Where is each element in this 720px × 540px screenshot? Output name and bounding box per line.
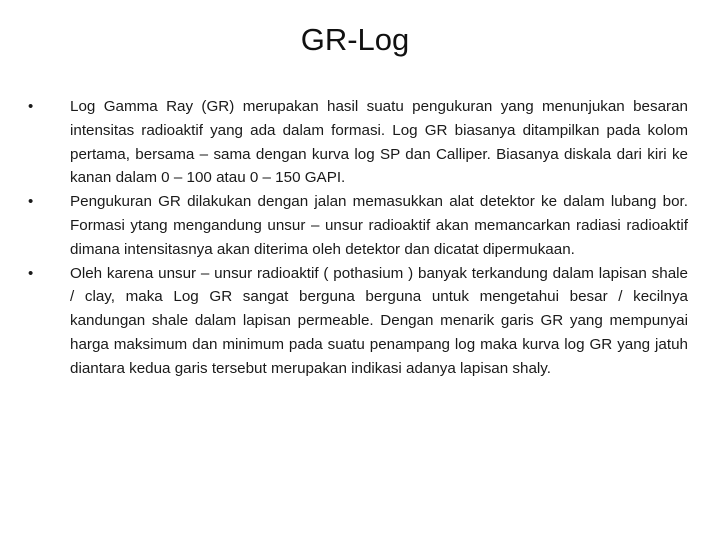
bullet-dot-icon: • [28, 264, 34, 282]
bullet-item [28, 190, 688, 261]
bullet-item [28, 262, 688, 381]
bullet-text: Oleh karena unsur – unsur radioaktif ( pothasium ) banyak terkandung dalam lapisan shale / clay, maka Log GR sangat berguna berguna untuk mengetahui besar / kecilnya kandungan shale dalam lapisan permeable. Dengan menarik garis GR yang mempunyai harga maksimum dan minimum pada suatu penampang log maka kurva log GR yang jatuh diantara kedua garis tersebut merupakan indikasi adanya lapisan shaly. [70, 264, 688, 377]
bullet-item [28, 95, 688, 190]
bullet-list [28, 95, 688, 381]
bullet-dot-icon: • [28, 98, 34, 115]
bullet-text: Pengukuran GR dilakukan dengan jalan memasukkan alat detektor ke dalam lubang bor. Formasi ytang mengandung unsur – unsur radioaktif akan memancarkan radiasi radioaktif dimana intensitasnya akan diterima oleh detektor dan dicatat dipermukaan. [70, 193, 688, 258]
bullet-dot-icon: • [28, 193, 34, 211]
slide-title: GR-Log [300, 22, 410, 57]
bullet-text: Log Gamma Ray (GR) merupakan hasil suatu pengukuran yang menunjukan besaran intensitas radioaktif yang ada dalam formasi. Log GR biasanya ditampilkan pada kolom pertama, bersama – sama dengan kurva log SP dan Calliper. Biasanya diskala dari kiri ke kanan dalam 0 – 100 atau 0 – 150 GAPI. [70, 98, 688, 187]
